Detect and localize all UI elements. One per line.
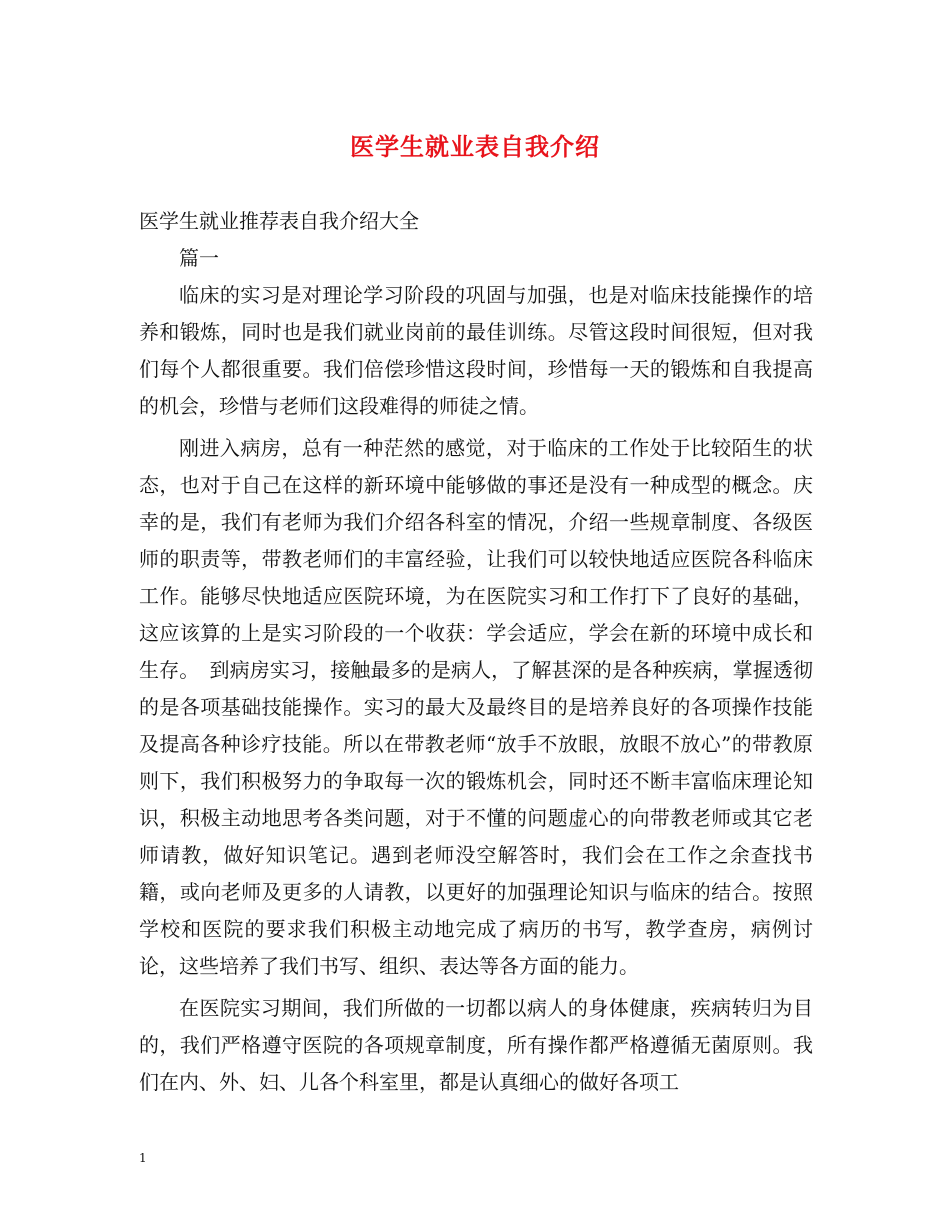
document-title: 医学生就业表自我介绍 (350, 132, 600, 161)
page-number: 1 (139, 1151, 147, 1165)
paragraph-1: 临床的实习是对理论学习阶段的巩固与加强，也是对临床技能操作的培养和锻炼，同时也是我们就业岗前的最佳训练。尽管这段时间很短，但对我们每个人都很重要。我们倍偿珍惜这段时间，珍惜每一天的锻炼和自我提高的机会，珍惜与老师们这段难得的师徒之情。 (139, 283, 813, 418)
paragraph-3: 在医院实习期间，我们所做的一切都以病人的身体健康，疾病转归为目的，我们严格遵守医院的各项规章制度，所有操作都严格遵循无菌原则。我们在内、外、妇、儿各个科室里，都是认真细心的做好各项工 (139, 996, 813, 1094)
section-label: 篇一 (179, 246, 219, 270)
document-body (139, 203, 813, 1101)
paragraph-2: 刚进入病房，总有一种茫然的感觉，对于临床的工作处于比较陌生的状态，也对于自己在这样的新环境中能够做的事还是没有一种成型的概念。庆幸的是，我们有老师为我们介绍各科室的情况，介绍一些规章制度、各级医师的职责等，带教老师们的丰富经验，让我们可以较快地适应医院各科临床工作。能够尽快地适应医院环境，为在医院实习和工作打下了良好的基础，这应该算的上是实习阶段的一个收获：学会适应，学会在新的环境中成长和生存。 到病房实习，接触最多的是病人，了解甚深的是各种疾病，掌握透彻的是各项基础技能操作。实习的最大及最终目的是培养良好的各项操作技能及提高各种诊疗技能。所以在带教老师“放手不放眼，放眼不放心”的带教原则下，我们积极努力的争取每一次的锻炼机会，同时还不断丰富临床理论知识，积极主动地思考各类问题，对于不懂的问题虚心的向带教老师或其它老师请教，做好知识笔记。遇到老师没空解答时，我们会在工作之余查找书籍，或向老师及更多的人请教，以更好的加强理论知识与临床的结合。按照学校和医院的要求我们积极主动地完成了病历的书写，教学查房，病例讨论，这些培养了我们书写、组织、表达等各方面的能力。 (139, 436, 813, 978)
document-subtitle: 医学生就业推荐表自我介绍大全 (139, 209, 419, 233)
